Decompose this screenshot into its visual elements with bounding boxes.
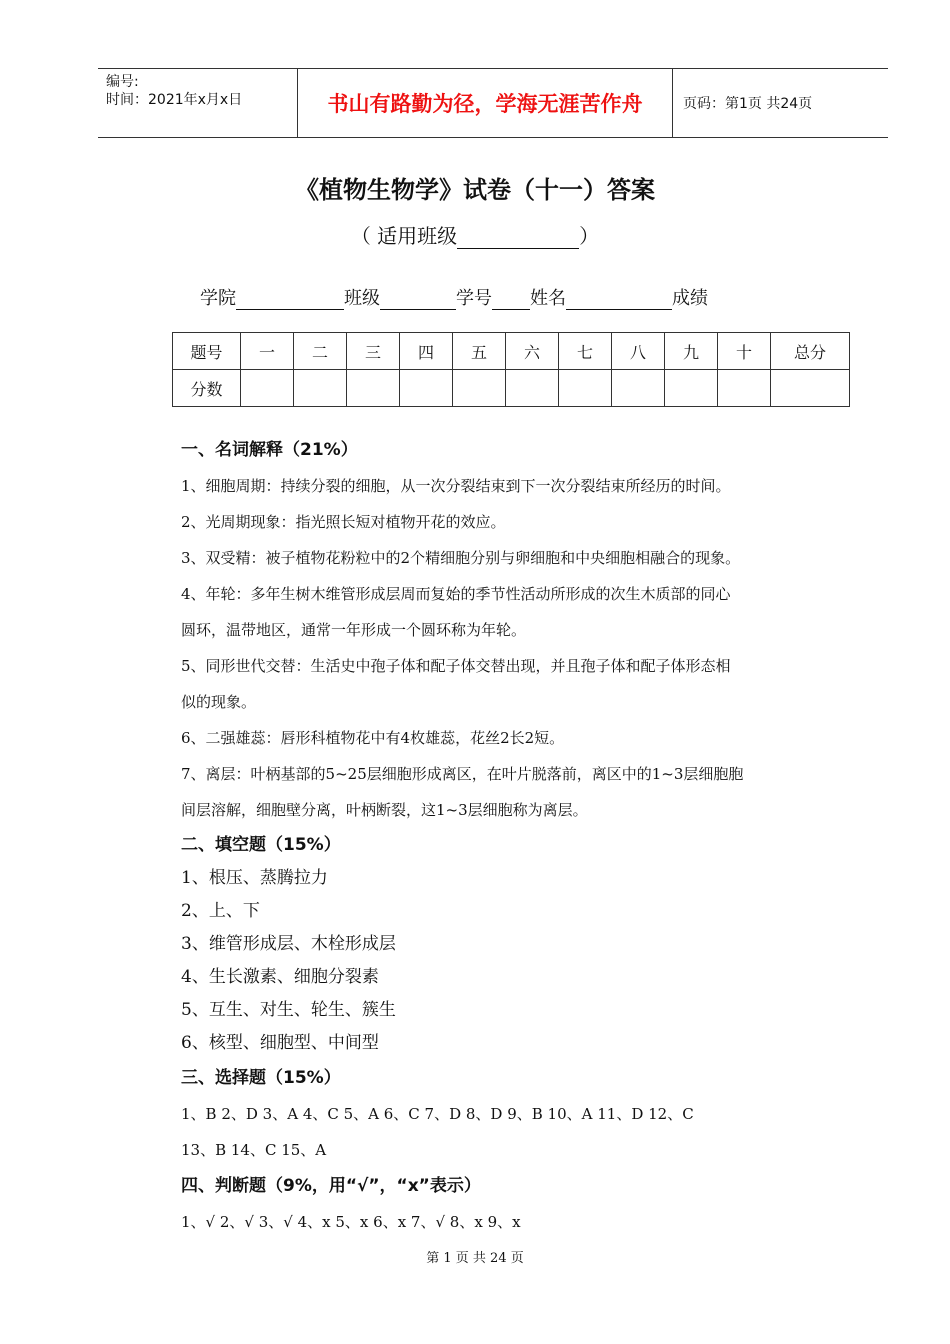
answer-line: 间层溶解，细胞壁分离，叶柄断裂，这1~3层细胞称为离层。	[181, 801, 588, 819]
score-header-cell: 九	[665, 333, 718, 370]
answer-line: 1、细胞周期：持续分裂的细胞，从一次分裂结束到下一次分裂结束所经历的时间。	[181, 477, 731, 495]
score-header-cell: 一	[241, 333, 294, 370]
class-blank	[380, 289, 456, 310]
answer-line: 3、维管形成层、木栓形成层	[181, 934, 396, 954]
info-label-student-id: 学号	[456, 288, 492, 309]
score-cell	[506, 370, 559, 407]
section-heading-definitions: 一、名词解释（21%）	[181, 440, 358, 460]
answer-line: 2、上、下	[181, 901, 260, 921]
applicable-class-label: （ 适用班级	[350, 224, 458, 248]
info-label-name: 姓名	[530, 288, 566, 309]
score-header-cell: 七	[559, 333, 612, 370]
answer-line: 4、生长激素、细胞分裂素	[181, 967, 379, 987]
score-cell	[718, 370, 771, 407]
score-header-cell: 五	[453, 333, 506, 370]
header-page-info: 页码：第1页 共24页	[683, 96, 813, 112]
score-header-cell: 八	[612, 333, 665, 370]
section-heading-true-false: 四、判断题（9%，用“√”，“x”表示）	[181, 1176, 481, 1196]
number-label: 编号:	[106, 74, 139, 90]
applicable-class-line	[0, 220, 950, 249]
section-heading-fill-in: 二、填空题（15%）	[181, 835, 341, 855]
score-cell	[294, 370, 347, 407]
score-table-score-row	[173, 370, 850, 407]
answer-line: 5、互生、对生、轮生、簇生	[181, 1000, 396, 1020]
score-header-cell: 六	[506, 333, 559, 370]
score-table-header-row	[173, 333, 850, 370]
score-cell	[453, 370, 506, 407]
page-title: 《植物生物学》试卷（十一）答案	[295, 176, 655, 204]
answer-line: 似的现象。	[181, 693, 257, 711]
page-footer: 第 1 页 共 24 页	[426, 1251, 524, 1266]
answer-line: 3、双受精：被子植物花粉粒中的2个精细胞分别与卵细胞和中央细胞相融合的现象。	[181, 549, 741, 567]
score-cell	[665, 370, 718, 407]
answer-line: 1、B 2、D 3、A 4、C 5、A 6、C 7、D 8、D 9、B 10、A 11、D 12、C	[181, 1105, 694, 1123]
answer-line: 4、年轮：多年生树木维管形成层周而复始的季节性活动所形成的次生木质部的同心	[181, 585, 731, 603]
name-blank	[566, 289, 672, 310]
college-blank	[236, 289, 344, 310]
info-label-college: 学院	[200, 288, 236, 309]
section-heading-multiple-choice: 三、选择题（15%）	[181, 1068, 341, 1088]
score-table	[172, 332, 850, 407]
answer-line: 5、同形世代交替：生活史中孢子体和配子体交替出现，并且孢子体和配子体形态相	[181, 657, 731, 675]
answer-line: 圆环，温带地区，通常一年形成一个圆环称为年轮。	[181, 621, 527, 639]
score-header-cell: 三	[347, 333, 400, 370]
answer-line: 7、离层：叶柄基部的5~25层细胞形成离区，在叶片脱落前，离区中的1~3层细胞胞	[181, 765, 744, 783]
score-header-cell: 二	[294, 333, 347, 370]
score-row-label: 分数	[173, 370, 241, 407]
answer-content	[181, 432, 811, 1240]
page-header	[98, 68, 888, 138]
answer-line: 2、光周期现象：指光照长短对植物开花的效应。	[181, 513, 506, 531]
applicable-class-close: ）	[579, 224, 600, 248]
answer-line: 1、√ 2、√ 3、√ 4、x 5、x 6、x 7、√ 8、x 9、x	[181, 1213, 521, 1231]
score-cell	[241, 370, 294, 407]
info-label-score: 成绩	[672, 288, 708, 309]
applicable-class-blank	[457, 228, 579, 249]
student-id-blank	[492, 289, 530, 310]
answer-line: 1、根压、蒸腾拉力	[181, 868, 328, 888]
header-meta	[98, 69, 298, 137]
score-header-cell: 题号	[173, 333, 241, 370]
score-cell	[347, 370, 400, 407]
header-motto: 书山有路勤为径，学海无涯苦作舟	[298, 69, 673, 137]
time-label: 时间：2021年x月x日	[106, 92, 243, 108]
score-header-cell: 总分	[771, 333, 850, 370]
info-label-class: 班级	[344, 288, 380, 309]
score-header-cell: 十	[718, 333, 771, 370]
student-info-line	[200, 284, 708, 310]
score-cell	[612, 370, 665, 407]
answer-line: 13、B 14、C 15、A	[181, 1141, 327, 1159]
answer-line: 6、核型、细胞型、中间型	[181, 1033, 379, 1053]
score-cell	[559, 370, 612, 407]
score-header-cell: 四	[400, 333, 453, 370]
score-cell	[400, 370, 453, 407]
answer-line: 6、二强雄蕊：唇形科植物花中有4枚雄蕊，花丝2长2短。	[181, 729, 565, 747]
score-cell	[771, 370, 850, 407]
